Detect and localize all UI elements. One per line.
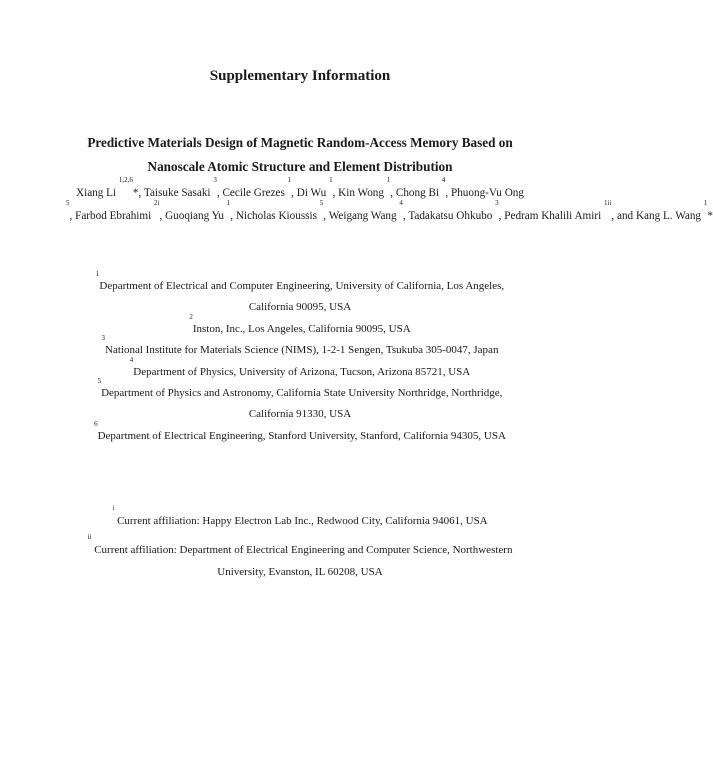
author: Guoqiang Yu $^1$ [165,198,231,222]
affiliation-continuation: California 91330, USA [248,408,352,421]
affiliation: $^3$National Institute for Materials Science (NIMS), 1-2-1 Sengen, Tsukuba 305-0047, Japan [101,334,499,357]
author: Phuong-Vu Ong [450,187,524,199]
paper-title [60,131,540,179]
paper-title-line: Nanoscale Atomic Structure and Element Distribution [147,159,453,174]
affiliation: $^5$Department of Physics and Astronomy, California State University Northridge, Northridge, [97,377,503,400]
author: Kin Wong $^1$ [338,176,391,199]
author: Nicholas Kioussis $^5$ [235,198,324,222]
affiliation: $^2$Inston, Inc., Los Angeles, California 90095, USA [189,312,411,335]
author: Weigang Wang $^4$ [328,198,403,222]
affiliation-continuation: California 90095, USA [248,301,352,314]
affiliation: $^1$Department of Electrical and Computer Engineering, University of California, Los Angeles, [95,270,505,292]
affiliation: $^6$Department of Electrical Engineering, Stanford University, Stanford, California 94305, USA [94,419,506,442]
author-line: Xiang Li $^{1,2,6}$*, Taisuke Sasaki $^3$, Cecile Grezes $^1$, Di Wu $^1$, Kin Wong $^1$, Chong Bi $^4$, Phuong-Vu Ong [76,176,524,199]
author-list [66,176,713,227]
footnote: $^i$ Current affiliation: Happy Electron Lab Inc., Redwood City, California 94061, USA [112,504,488,527]
author: Di Wu $^1$ [296,176,333,199]
author: Xiang Li $^{1,2,6}$* [76,176,139,199]
author: Farbod Ebrahimi $^{2i}$ [75,198,160,222]
affiliation-notes [58,504,542,584]
footnote: $^{ii}$ Current affiliation: Department of Electrical Engineering and Computer Science, Northwestern [87,532,513,556]
author: Taisuke Sasaki $^3$ [143,176,217,199]
footnote-continuation: University, Evanston, IL 60208, USA [217,566,383,578]
affiliation: $^4$Department of Physics, University of Arizona, Tucson, Arizona 85721, USA [129,355,471,378]
affiliation-list [58,270,542,447]
paper-title-line: Predictive Materials Design of Magnetic Random-Access Memory Based on [87,135,513,150]
author: Cecile Grezes $^1$ [222,176,292,199]
author: Chong Bi $^4$ [395,176,446,199]
author: Tadakatsu Ohkubo $^3$ [408,198,499,222]
author: Kang L. Wang $^1$* [635,198,713,222]
author: Pedram Khalili Amiri $^{1ii}$ [504,198,612,222]
author-line: $^5$, Farbod Ebrahimi $^{2i}$, Guoqiang Yu $^1$, Nicholas Kioussis $^5$, Weigang Wang $^4$, Tadakatsu Ohkubo $^3$, Pedram Khalili Amiri $^{1ii}$, and Kang L. Wang $^1$* [66,198,713,222]
supplementary-title: Supplementary Information [209,68,391,84]
